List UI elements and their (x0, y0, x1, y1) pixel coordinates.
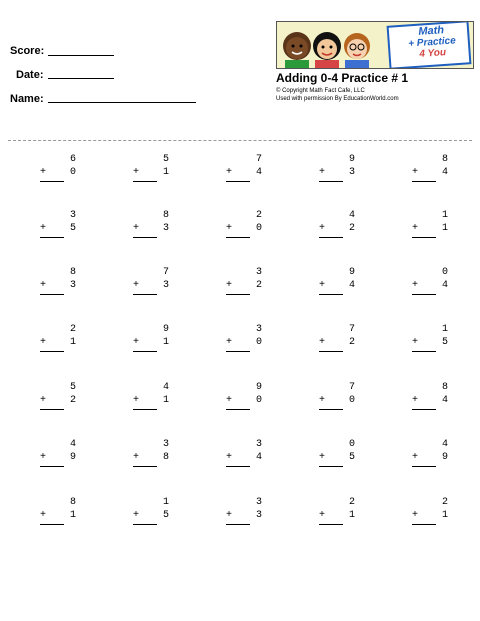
addend-bottom: 0 (255, 223, 262, 234)
answer-line[interactable] (133, 409, 157, 410)
addend-bottom: 4 (255, 452, 262, 463)
permission-text: Used with permission By EducationWorld.com (276, 96, 399, 102)
logo-line-math: Math (417, 24, 445, 38)
plus-sign: + (133, 510, 140, 521)
plus-sign: + (412, 452, 419, 463)
name-label: Name: (10, 93, 44, 105)
plus-sign: + (319, 395, 326, 406)
addend-bottom: 2 (69, 395, 76, 406)
addend-bottom: 3 (162, 280, 169, 291)
plus-sign: + (226, 223, 233, 234)
addend-top: 4 (162, 382, 169, 393)
addend-bottom: 1 (69, 337, 76, 348)
answer-line[interactable] (412, 466, 436, 467)
addend-bottom: 0 (255, 395, 262, 406)
worksheet-title: Adding 0-4 Practice # 1 (276, 71, 409, 85)
addend-bottom: 4 (441, 167, 448, 178)
logo-text (394, 23, 470, 61)
addend-top: 3 (255, 497, 262, 508)
addend-bottom: 1 (162, 167, 169, 178)
addend-top: 3 (255, 267, 262, 278)
addend-bottom: 3 (69, 280, 76, 291)
plus-sign: + (412, 223, 419, 234)
addend-bottom: 0 (255, 337, 262, 348)
answer-line[interactable] (319, 294, 343, 295)
name-field (10, 93, 44, 105)
addend-top: 9 (348, 267, 355, 278)
addend-top: 3 (255, 439, 262, 450)
plus-sign: + (226, 452, 233, 463)
answer-line[interactable] (319, 466, 343, 467)
addend-top: 8 (162, 210, 169, 221)
date-field (16, 69, 44, 81)
answer-line[interactable] (40, 524, 64, 525)
plus-sign: + (133, 223, 140, 234)
plus-sign: + (319, 280, 326, 291)
answer-line[interactable] (40, 237, 64, 238)
plus-sign: + (40, 280, 47, 291)
answer-line[interactable] (133, 524, 157, 525)
plus-sign: + (412, 280, 419, 291)
addend-bottom: 2 (348, 223, 355, 234)
plus-sign: + (133, 395, 140, 406)
addend-top: 1 (162, 497, 169, 508)
answer-line[interactable] (412, 181, 436, 182)
answer-line[interactable] (226, 181, 250, 182)
plus-sign: + (226, 167, 233, 178)
addend-bottom: 5 (348, 452, 355, 463)
addend-top: 7 (162, 267, 169, 278)
addend-top: 2 (441, 497, 448, 508)
addend-bottom: 1 (348, 510, 355, 521)
addend-bottom: 0 (69, 167, 76, 178)
answer-line[interactable] (40, 351, 64, 352)
answer-line[interactable] (40, 409, 64, 410)
plus-sign: + (319, 510, 326, 521)
addend-top: 7 (348, 324, 355, 335)
addend-bottom: 4 (348, 280, 355, 291)
answer-line[interactable] (40, 181, 64, 182)
plus-sign: + (412, 510, 419, 521)
answer-line[interactable] (319, 237, 343, 238)
addend-top: 1 (441, 324, 448, 335)
addend-bottom: 2 (348, 337, 355, 348)
addend-top: 8 (69, 497, 76, 508)
answer-line[interactable] (133, 466, 157, 467)
score-label: Score: (10, 45, 45, 57)
plus-sign: + (133, 452, 140, 463)
plus-sign: + (226, 510, 233, 521)
answer-line[interactable] (133, 351, 157, 352)
answer-line[interactable] (319, 181, 343, 182)
date-label: Date: (16, 69, 44, 81)
answer-line[interactable] (412, 409, 436, 410)
answer-line[interactable] (226, 524, 250, 525)
addend-bottom: 9 (441, 452, 448, 463)
addend-bottom: 2 (255, 280, 262, 291)
addend-bottom: 5 (69, 223, 76, 234)
plus-sign: + (40, 510, 47, 521)
answer-line[interactable] (40, 466, 64, 467)
plus-sign: + (226, 395, 233, 406)
answer-line[interactable] (319, 524, 343, 525)
addend-bottom: 1 (441, 510, 448, 521)
plus-sign: + (133, 167, 140, 178)
addend-bottom: 1 (69, 510, 76, 521)
answer-line[interactable] (412, 524, 436, 525)
answer-line[interactable] (226, 237, 250, 238)
addend-bottom: 9 (69, 452, 76, 463)
addend-top: 9 (348, 154, 355, 165)
addend-bottom: 4 (441, 280, 448, 291)
answer-line[interactable] (226, 351, 250, 352)
answer-line[interactable] (319, 351, 343, 352)
addend-bottom: 4 (255, 167, 262, 178)
answer-line[interactable] (133, 181, 157, 182)
answer-line[interactable] (319, 409, 343, 410)
addend-top: 3 (162, 439, 169, 450)
addend-top: 8 (69, 267, 76, 278)
addend-top: 8 (441, 382, 448, 393)
addend-top: 2 (255, 210, 262, 221)
addend-top: 9 (255, 382, 262, 393)
score-field (10, 45, 44, 57)
plus-sign: + (319, 223, 326, 234)
addend-top: 3 (255, 324, 262, 335)
addend-top: 4 (348, 210, 355, 221)
answer-line[interactable] (226, 294, 250, 295)
answer-line[interactable] (133, 294, 157, 295)
answer-line[interactable] (226, 466, 250, 467)
plus-sign: + (40, 452, 47, 463)
logo-line-practice: + Practice (407, 35, 457, 50)
separator-line (8, 140, 472, 141)
plus-sign: + (319, 167, 326, 178)
addend-top: 1 (441, 210, 448, 221)
plus-sign: + (133, 280, 140, 291)
plus-sign: + (40, 337, 47, 348)
plus-sign: + (226, 280, 233, 291)
addend-bottom: 3 (162, 223, 169, 234)
plus-sign: + (40, 223, 47, 234)
addend-top: 4 (441, 439, 448, 450)
answer-line[interactable] (133, 237, 157, 238)
answer-line[interactable] (40, 294, 64, 295)
addend-top: 0 (348, 439, 355, 450)
plus-sign: + (412, 167, 419, 178)
addend-top: 2 (348, 497, 355, 508)
plus-sign: + (412, 337, 419, 348)
plus-sign: + (319, 452, 326, 463)
addend-bottom: 1 (162, 337, 169, 348)
plus-sign: + (40, 395, 47, 406)
addend-bottom: 8 (162, 452, 169, 463)
plus-sign: + (226, 337, 233, 348)
logo-line-4you: 4 You (419, 47, 447, 60)
plus-sign: + (40, 167, 47, 178)
addend-bottom: 5 (441, 337, 448, 348)
addend-top: 9 (162, 324, 169, 335)
plus-sign: + (133, 337, 140, 348)
addend-bottom: 3 (348, 167, 355, 178)
addend-bottom: 1 (441, 223, 448, 234)
date-line[interactable] (48, 78, 114, 79)
addend-top: 7 (255, 154, 262, 165)
copyright-text: © Copyright Math Fact Cafe, LLC (276, 88, 365, 94)
math-practice-logo (276, 21, 474, 69)
name-line[interactable] (48, 102, 196, 103)
addend-top: 2 (69, 324, 76, 335)
addend-top: 6 (69, 154, 76, 165)
addend-bottom: 5 (162, 510, 169, 521)
answer-line[interactable] (412, 294, 436, 295)
plus-sign: + (412, 395, 419, 406)
answer-line[interactable] (412, 351, 436, 352)
addend-bottom: 0 (348, 395, 355, 406)
addend-top: 7 (348, 382, 355, 393)
addend-top: 4 (69, 439, 76, 450)
addend-top: 0 (441, 267, 448, 278)
addend-top: 5 (162, 154, 169, 165)
score-line[interactable] (48, 55, 114, 56)
addend-top: 3 (69, 210, 76, 221)
answer-line[interactable] (412, 237, 436, 238)
addend-top: 5 (69, 382, 76, 393)
addend-bottom: 4 (441, 395, 448, 406)
plus-sign: + (319, 337, 326, 348)
addend-bottom: 3 (255, 510, 262, 521)
addend-bottom: 1 (162, 395, 169, 406)
addend-top: 8 (441, 154, 448, 165)
answer-line[interactable] (226, 409, 250, 410)
